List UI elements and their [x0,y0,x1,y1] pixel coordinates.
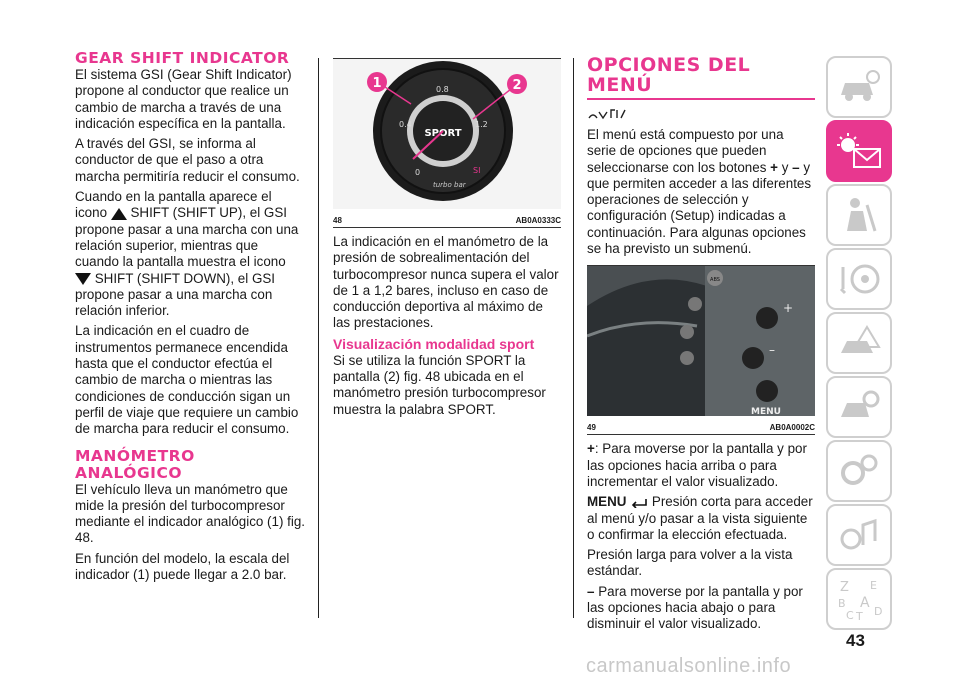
page-number: 43 [846,631,865,650]
tab-warning-lights[interactable] [826,120,892,182]
figure-48 [333,58,561,228]
heading-opciones: OPCIONES DEL [587,54,751,76]
index-letter: B [838,597,846,610]
plus-label: + [783,301,794,316]
gauge-tick: 0 [415,168,421,177]
safety-icon [837,195,881,235]
heading-menu: MENÚ [587,74,653,96]
menu-icon: MENU [587,494,627,510]
text: y que permiten acceder a las diferentes operaciones de selección y configuración (Setup) indicadas a continuación. Para algunas opciones se ha previsto un submenú. [587,159,812,257]
gauge-unit: turbo bar [433,181,466,189]
text: : Para moverse por la pantalla y por las opciones hacia arriba o para incrementar el valor visualizado. [587,441,807,489]
watermark: carmanualsonline.info [586,655,792,677]
shift-up-icon [111,208,127,220]
starting-driving-icon [837,259,881,299]
paragraph: A través del GSI, se informa al conductor de que el paso a otra marcha permitiría reducir el consumo. [75,136,300,184]
paragraph-plus [587,441,815,490]
setup-glyph-icon [587,106,627,122]
index-letter: C [846,609,854,621]
figure-caption [333,214,561,227]
column-gear-shift [75,50,305,587]
figure-code: AB0A0333C [515,216,561,225]
plus-icon: + [587,441,595,457]
text: El menú está compuesto por una serie de opciones que pueden seleccionarse con los botones [587,127,784,175]
paragraph-menu [587,494,815,543]
column-manometer [333,50,561,422]
maintenance-icon [837,387,881,427]
callout-2: 2 [512,78,522,93]
menu-label: MENU [751,407,781,417]
figure-caption [587,421,815,434]
minus-icon: – [587,583,595,599]
tab-maintenance[interactable] [826,376,892,438]
text: y [781,159,789,175]
figure-number: 48 [333,216,342,225]
paragraph: La indicación en el manómetro de la presión de sobrealimentación del turbocompresor nunca supera el valor de 1 a 1,2 bares, incluso en caso de conducción deportiva al máximo de las prestaciones. [333,234,559,331]
tab-starting-driving[interactable] [826,248,892,310]
minus-label: – [769,343,775,358]
text: Para moverse por la pantalla y por las opciones hacia abajo o para disminuir el valor visualizado. [587,583,803,632]
heading-rule [587,98,815,100]
paragraph: Presión larga para volver a la vista estándar. [587,547,793,579]
text: SHIFT (SHIFT UP), el GSI propone pasar a una marcha con una relación superior, mientras que cuando la pantalla muestra el icono [75,205,299,270]
return-arrow-icon [630,498,648,508]
paragraph: Si se utiliza la función SPORT la pantalla (2) fig. 48 ubicada en el manómetro presión turbocompresor muestra la palabra SPORT. [333,352,546,417]
heading-manometro-2: ANALÓGICO [75,463,183,482]
multimedia-icon [837,515,881,555]
gauge-center-text: SPORT [424,128,462,139]
callout-1: 1 [372,76,382,91]
text: Cuando en la pantalla aparece el icono [75,189,272,221]
tab-car-info[interactable] [826,56,892,118]
tab-multimedia[interactable] [826,504,892,566]
index-icon [834,577,884,621]
tab-emergency[interactable] [826,312,892,374]
paragraph-shift-icons [75,189,305,319]
gauge-side: SI [473,166,481,175]
gears-icon [837,451,881,491]
text: SHIFT (SHIFT DOWN), el GSI propone pasar a una marcha con relación inferior. [75,270,276,319]
abs-label: ABS [710,277,720,284]
tab-index[interactable] [826,568,892,630]
plus-icon: + [770,159,778,175]
paragraph-intro [587,127,815,257]
gauge-tick: 0.4 [399,120,412,129]
index-letter: D [874,605,883,618]
steering-buttons-image [587,266,815,416]
figure-number: 49 [587,423,596,433]
divider [318,58,319,618]
subheading-sport: Visualización modalidad sport [333,335,535,352]
index-letter: A [860,595,870,611]
paragraph: La indicación en el cuadro de instrumentos permanece encendida hasta que el conductor efectúa el cambio de marcha o mientras las condiciones de conducción sigan un perfil de viaje que requiere un cambio de marcha para reducir el consumo. [75,323,299,437]
car-info-icon [837,69,881,105]
index-letter: T [856,610,863,621]
shift-down-icon [75,273,91,285]
text: Presión corta para acceder al menú y/o pasar a la vista siguiente o confirmar la elección efectuada. [587,494,813,542]
heading-gear-shift: GEAR SHIFT INDICATOR [75,49,290,67]
turbo-gauge-image [333,59,561,209]
warning-lights-icon [834,131,884,171]
column-menu [587,55,815,637]
gauge-tick: 0.8 [436,85,449,94]
tab-safety[interactable] [826,184,892,246]
emergency-icon [837,323,881,363]
paragraph-minus [587,584,815,633]
index-letter: Z [840,580,849,595]
minus-icon: – [792,159,800,175]
index-letter: E [870,579,877,592]
paragraph: El vehículo lleva un manómetro que mide la presión del turbocompresor mediante el indicador analógico (1) fig. 48. [75,481,306,546]
paragraph: El sistema GSI (Gear Shift Indicator) propone al conductor que realice un cambio de marcha a través de una indicación específica en la pantalla. [75,67,292,131]
figure-code: AB0A0002C [769,423,815,433]
divider [573,58,574,618]
paragraph: En función del modelo, la escala del indicador (1) puede llegar a 2.0 bar. [75,550,290,583]
tab-maintenance-2[interactable] [826,440,892,502]
figure-49 [587,265,815,435]
heading-manometro-1: MANÓMETRO [75,446,195,465]
gauge-tick: 1.2 [475,120,488,129]
